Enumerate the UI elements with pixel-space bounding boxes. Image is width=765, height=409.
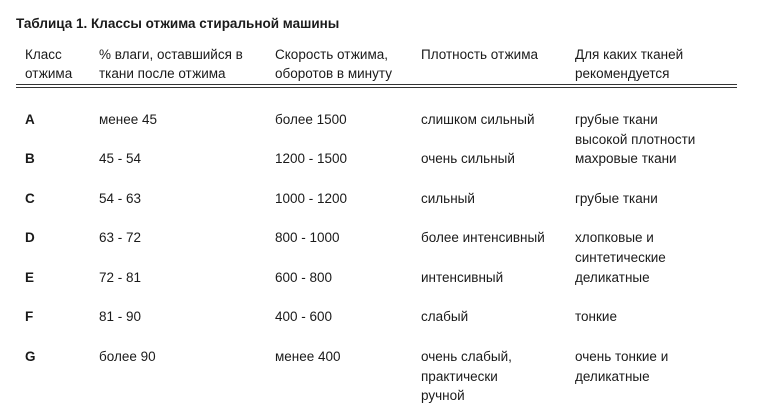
row-fabrics: грубые ткани высокой плотности xyxy=(575,112,696,147)
row-speed: 800 - 1000 xyxy=(275,230,340,245)
row-class: E xyxy=(25,270,35,285)
header-speed: Скорость отжима, оборотов в минуту xyxy=(275,47,392,81)
row-speed: более 1500 xyxy=(275,112,347,127)
row-speed: 1200 - 1500 xyxy=(275,151,348,166)
header-moisture: % влаги, оставшийся в ткани после отжима xyxy=(99,47,243,81)
header-fabrics: Для каких тканей рекомендуется xyxy=(575,47,684,81)
row-moisture: 54 - 63 xyxy=(99,191,142,206)
row-moisture: менее 45 xyxy=(99,112,158,127)
row-class: C xyxy=(25,191,35,206)
row-density: интенсивный xyxy=(421,270,504,285)
row-fabrics: деликатные xyxy=(575,270,650,285)
row-moisture: более 90 xyxy=(99,349,156,364)
row-moisture: 63 - 72 xyxy=(99,230,142,245)
row-fabrics: тонкие xyxy=(575,309,617,324)
row-speed: 400 - 600 xyxy=(275,309,333,324)
row-fabrics: махровые ткани xyxy=(575,151,677,166)
row-speed: 1000 - 1200 xyxy=(275,191,348,206)
row-density: очень слабый, практически ручной xyxy=(421,349,512,403)
table-header xyxy=(16,42,737,86)
row-fabrics: очень тонкие и деликатные xyxy=(575,349,669,384)
row-fabrics: хлопковые и синтетические xyxy=(575,230,666,265)
header-class: Класс отжима xyxy=(25,47,73,81)
row-speed: менее 400 xyxy=(275,349,341,364)
row-class: F xyxy=(25,309,34,324)
row-class: G xyxy=(25,349,36,364)
row-moisture: 45 - 54 xyxy=(99,151,142,166)
row-moisture: 72 - 81 xyxy=(99,270,142,285)
row-class: D xyxy=(25,230,35,245)
row-speed: 600 - 800 xyxy=(275,270,333,285)
row-class: A xyxy=(25,112,35,127)
row-moisture: 81 - 90 xyxy=(99,309,142,324)
row-density: сильный xyxy=(421,191,475,206)
row-density: очень сильный xyxy=(421,151,515,166)
header-divider-bottom xyxy=(16,87,737,88)
row-density: более интенсивный xyxy=(421,230,545,245)
row-class: B xyxy=(25,151,35,166)
row-density: слабый xyxy=(421,309,469,324)
row-fabrics: грубые ткани xyxy=(575,191,658,206)
header-divider-top xyxy=(16,84,737,85)
table-caption: Таблица 1. Классы отжима стиральной машины xyxy=(16,16,340,31)
row-density: слишком сильный xyxy=(421,112,535,127)
header-density: Плотность отжима xyxy=(421,47,539,62)
spin-class-table xyxy=(16,42,737,403)
